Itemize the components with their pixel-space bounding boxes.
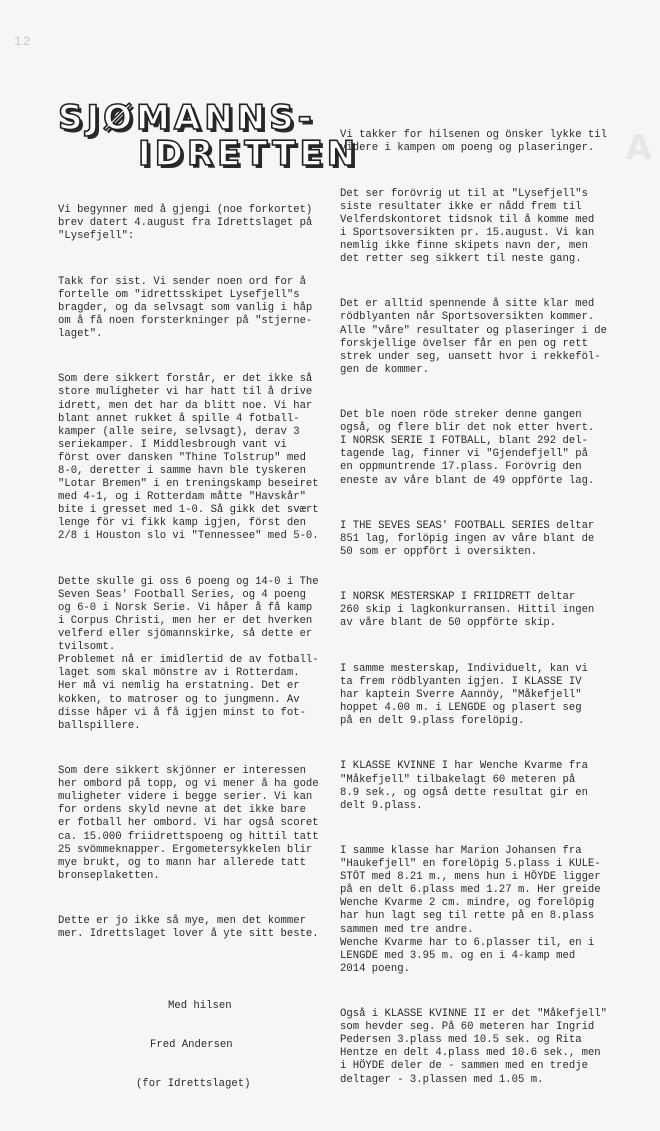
bleed-through-text: A — [625, 128, 658, 168]
article-title — [58, 98, 360, 174]
paragraph: Takk for sist. Vi sender noen ord for å fortelle om "idrettsskipet Lysefjell"s bragder, og da selvsagt som vanlig i håp om å få noen forsterkninger på "stjerne- laget". — [58, 275, 313, 341]
paragraph: Dette er jo ikke så mye, men det kommer mer. Idrettslaget lover å yte sitt beste. — [58, 915, 319, 941]
signature-org: (for Idrettslaget) — [136, 1078, 251, 1091]
title-line-2: IDRETTEN — [138, 134, 360, 174]
right-column — [340, 103, 640, 1106]
signature-name: Fred Andersen — [150, 1038, 233, 1051]
paragraph: Det er alltid spennende å sitte klar med rödblyanten når Sportsoversikten kommer. Alle "våre" resultater og plaseringer i de forskjellige övelser får en pen og rett strek under seg, uansett hvor i rekkeföl- gen de kommer. — [340, 298, 608, 376]
paragraph: Vi begynner med å gjengi (noe forkortet) brev datert 4.august fra Idrettslaget på "Lysefjell": — [58, 204, 313, 243]
page-number: 12 — [14, 34, 32, 49]
paragraph: I THE SEVES SEAS' FOOTBALL SERIES deltar 851 lag, forlöpig ingen av våre blant de 50 som er oppfört i oversikten. — [340, 519, 595, 558]
signature-greeting: Med hilsen — [168, 999, 232, 1012]
paragraph: Som dere sikkert forstår, er det ikke så store muligheter vi har hatt til å drive idrett, men det har da blitt noe. Vi har blant annet rukket å spille 4 fotball- kamper (alle seire, selvsagt), derav 3 seriekamper. I Middlesbrough vant vi först over dansken "Thine Tolstrup" med 8-0, deretter i samme havn ble tyskeren "Lotar Bremen" i en treningskamp beseiret med 4-1, og i Rotterdam måtte "Havskår" bite i gresset med 1-0. Så gikk det svært lenge för vi fikk kamp igjen, först den 2/8 i Houston slo vi "Tennessee" med 5-0. — [58, 373, 319, 543]
title-line-1: SJØMANNS- — [58, 98, 316, 138]
paragraph: I samme klasse har Marion Johansen fra "Haukefjell" en forelöpig 5.plass i KULE- STÖT med 8.21 m., mens hun i HÖYDE ligger på en delt 6.plass med 1.27 m. Her greide Wenche Kvarme 2 cm. mindre, og forelöpig har hun lagt seg til rette på en 8.plass sammen med tre andre. Wenche Kvarme har to 6.plasser til, en i LENGDE med 3.95 m. og en i 4-kamp med 2014 poeng. — [340, 844, 601, 975]
paragraph: Vi takker for hilsenen og önsker lykke til videre i kampen om poeng og plaseringer. — [340, 129, 608, 155]
signature — [58, 973, 333, 1117]
paragraph: I NORSK MESTERSKAP I FRIIDRETT deltar 260 skip i lagkonkurransen. Hittil ingen av våre blant de 50 oppförte skip. — [340, 591, 595, 630]
paragraph: Også i KLASSE KVINNE II er det "Måkefjell" som hevder seg. På 60 meteren har Ingrid Pedersen 3.plass med 10.5 sek. og Rita Hentze en delt 4.plass med 10.6 sek., men i HÖYDE deler de - sammen med en tredje deltager - 3.plassen med 1.05 m. — [340, 1008, 608, 1086]
paragraph: I KLASSE KVINNE I har Wenche Kvarme fra "Måkefjell" tilbakelagt 60 meteren på 8.9 sek., og også dette resultat gir en delt 9.plass. — [340, 760, 588, 812]
paragraph: Det ble noen röde streker denne gangen også, og flere blir det nok etter hvert. I NORSK SERIE I FOTBALL, blant 292 del- tagende lag, finner vi "Gjendefjell" på en oppmuntrende 17.plass. Forövrig den eneste av våre blant de 49 oppförte lag. — [340, 409, 595, 487]
paragraph: I samme mesterskap, Individuelt, kan vi ta frem rödblyanten igjen. I KLASSE IV har kaptein Sverre Aannöy, "Måkefjell" hoppet 4.00 m. i LENGDE og plasert seg på en delt 9.plass forelöpig. — [340, 662, 588, 728]
paragraph: Det ser forövrig ut til at "Lysefjell"s siste resultater ikke er nådd frem til Velferdskontoret tidsnok til å komme med i Sportsoversikten pr. 15.august. Vi kan nemlig ikke finne skipets navn der, men det retter seg sikkert til neste gang. — [340, 187, 595, 266]
paragraph: Som dere sikkert skjönner er interessen her ombord på topp, og vi mener å ha gode muligheter videre i begge serier. Vi kan for ordens skyld nevne at det ikke bare er fotball her ombord. Vi har også scoret ca. 15.000 friidrettspoeng og hittil tatt 25 svömmeknapper. Ergometersykkelen blir mye brukt, og to mann har allerede tatt bronseplaketten. — [58, 765, 319, 882]
paragraph: Dette skulle gi oss 6 poeng og 14-0 i The Seven Seas' Football Series, og 4 poeng og 6-0 i Norsk Serie. Vi håper å få kamp i Corpus Christi, men her er det hverken velferd eller sjömannskirke, så dette er tvilsomt. Problemet nå er imidlertid de av fotball- laget som skal mönstre av i Rotterdam. Her må vi nemlig ha erstatning. Det er kokken, to matroser og to jungmenn. Av disse håper vi å få igjen minst to fot- ballspillere. — [58, 575, 319, 732]
left-column — [58, 178, 333, 1131]
